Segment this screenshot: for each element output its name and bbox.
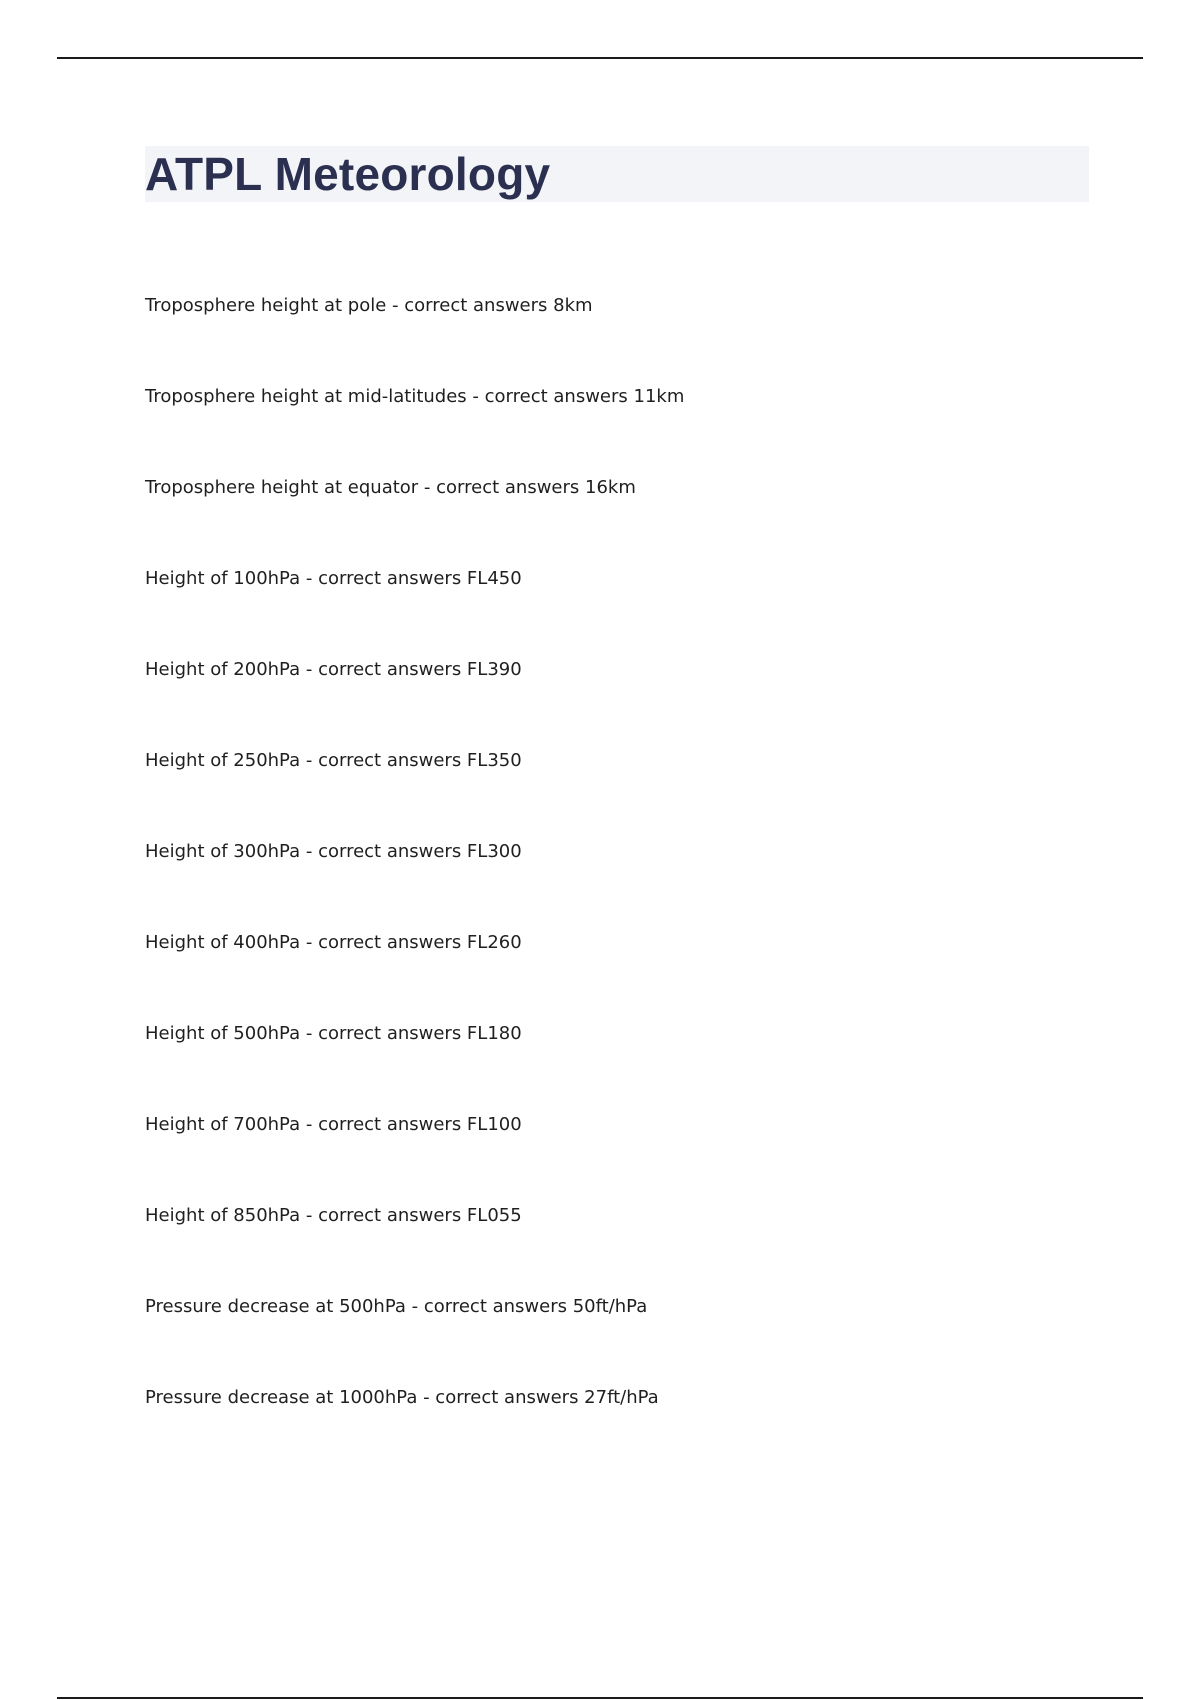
- list-item: Pressure decrease at 1000hPa - correct answers 27ft/hPa: [145, 1387, 659, 1408]
- list-item: Height of 250hPa - correct answers FL350: [145, 750, 522, 771]
- top-divider: [57, 57, 1143, 59]
- list-item: Troposphere height at mid-latitudes - correct answers 11km: [145, 386, 685, 407]
- list-item: Troposphere height at equator - correct answers 16km: [145, 477, 636, 498]
- list-item: Height of 200hPa - correct answers FL390: [145, 659, 522, 680]
- list-item: Height of 400hPa - correct answers FL260: [145, 932, 522, 953]
- page-title: ATPL Meteorology: [145, 148, 551, 200]
- list-item: Troposphere height at pole - correct answers 8km: [145, 295, 593, 316]
- list-item: Pressure decrease at 500hPa - correct answers 50ft/hPa: [145, 1296, 648, 1317]
- list-item: Height of 100hPa - correct answers FL450: [145, 568, 522, 589]
- list-item: Height of 300hPa - correct answers FL300: [145, 841, 522, 862]
- list-item: Height of 700hPa - correct answers FL100: [145, 1114, 522, 1135]
- list-item: Height of 500hPa - correct answers FL180: [145, 1023, 522, 1044]
- list-item: Height of 850hPa - correct answers FL055: [145, 1205, 522, 1226]
- bottom-divider: [57, 1697, 1143, 1699]
- qa-list: [145, 292, 684, 1475]
